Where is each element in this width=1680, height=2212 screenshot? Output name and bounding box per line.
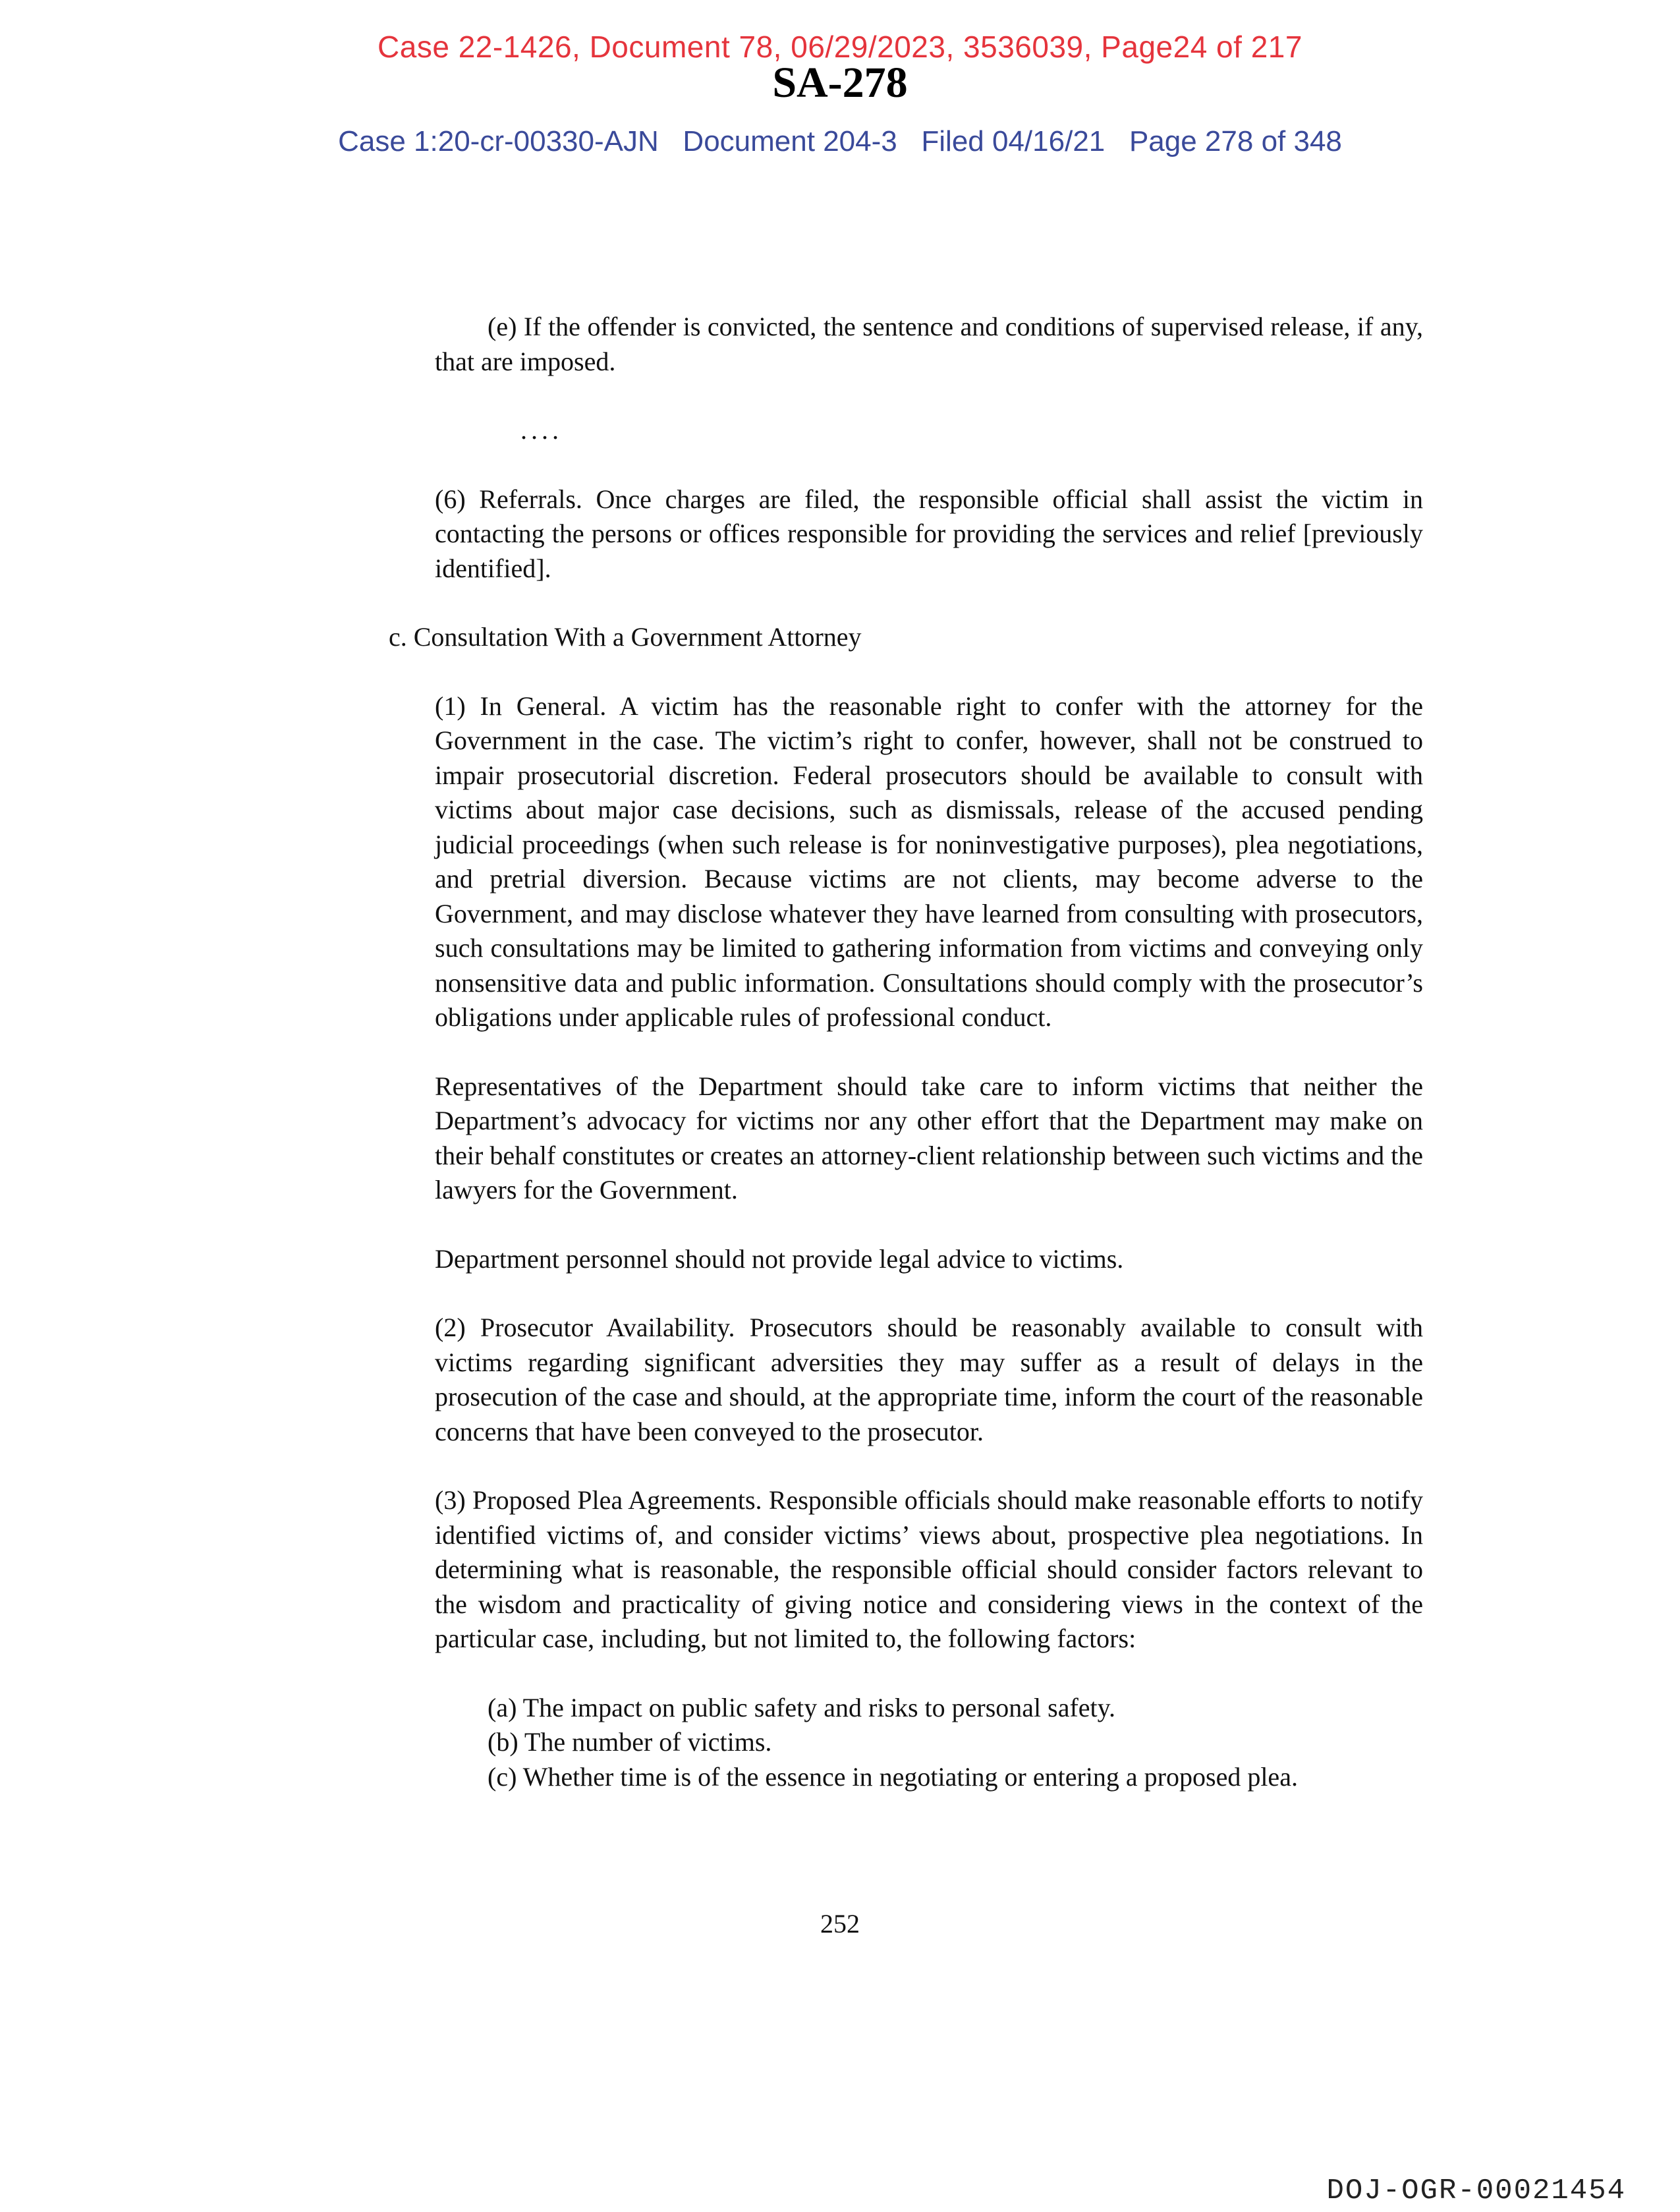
referrals-paragraph: (6) Referrals. Once charges are filed, the responsible official shall assist the victim in contacting the persons or offices responsible for providing the services and relief [previously identified]. xyxy=(435,484,1423,583)
document-body xyxy=(389,310,1423,1794)
prosecutor-availability-paragraph: (2) Prosecutor Availability. Prosecutors should be reasonably available to consult with victims regarding significant adversities they may suffer as a result of delays in the prosecution of the case and should, at the appropriate time, inform the court of the reasonable concerns that have been conveyed to the prosecutor. xyxy=(435,1313,1423,1446)
ellipsis: .... xyxy=(520,415,563,445)
factor-item: (a) The impact on public safety and risks to personal safety. xyxy=(488,1692,1116,1722)
no-legal-advice-paragraph: Department personnel should not provide legal advice to victims. xyxy=(435,1243,1124,1274)
factor-item: (b) The number of victims. xyxy=(488,1727,772,1757)
section-heading: c. Consultation With a Government Attorney xyxy=(389,622,862,652)
appendix-page-label: SA-278 xyxy=(772,59,908,107)
factor-item: (c) Whether time is of the essence in negotiating or entering a proposed plea. xyxy=(488,1761,1298,1792)
plea-agreements-paragraph: (3) Proposed Plea Agreements. Responsible officials should make reasonable efforts to notify identified victims of, and consider victims’ views about, prospective plea negotiations. In determining what is reasonable, the responsible official should consider factors relevant to the wisdom and practicality of giving notice and considering views in the context of the particular case, including, but not limited to, the following factors: xyxy=(435,1485,1423,1653)
factors-list xyxy=(488,1691,1423,1795)
in-general-paragraph: (1) In General. A victim has the reasonable right to confer with the attorney for the Government in the case. The victim’s right to confer, however, shall not be construed to impair prosecutorial discretion. Federal prosecutors should be available to consult with victims about major case decisions, such as dismissals, release of the accused pending judicial proceedings (when such release is for noninvestigative purposes), plea negotiations, and pretrial diversion. Because victims are not clients, may become adverse to the Government, and may disclose whatever they have learned from consulting with prosecutors, such consultations may be limited to gathering information from victims and conveying only nonsensitive data and public information. Consultations should comply with the prosecutor’s obligations under applicable rules of professional conduct. xyxy=(435,691,1423,1032)
bates-number: DOJ-OGR-00021454 xyxy=(1326,2174,1626,2207)
appeal-case-stamp: Case 22-1426, Document 78, 06/29/2023, 3536039, Page24 of 217 xyxy=(378,30,1302,64)
representatives-paragraph: Representatives of the Department should take care to inform victims that neither the Department’s advocacy for victims nor any other effort that the Department may make on their behalf constitutes or creates an attorney-client relationship between such victims and the lawyers for the Government. xyxy=(435,1071,1423,1205)
district-case-stamp: Case 1:20-cr-00330-AJN Document 204-3 Filed 04/16/21 Page 278 of 348 xyxy=(338,125,1342,157)
item-e-paragraph: (e) If the offender is convicted, the sentence and conditions of supervised release, if any, that are imposed. xyxy=(435,312,1423,376)
page-number: 252 xyxy=(820,1909,860,1939)
